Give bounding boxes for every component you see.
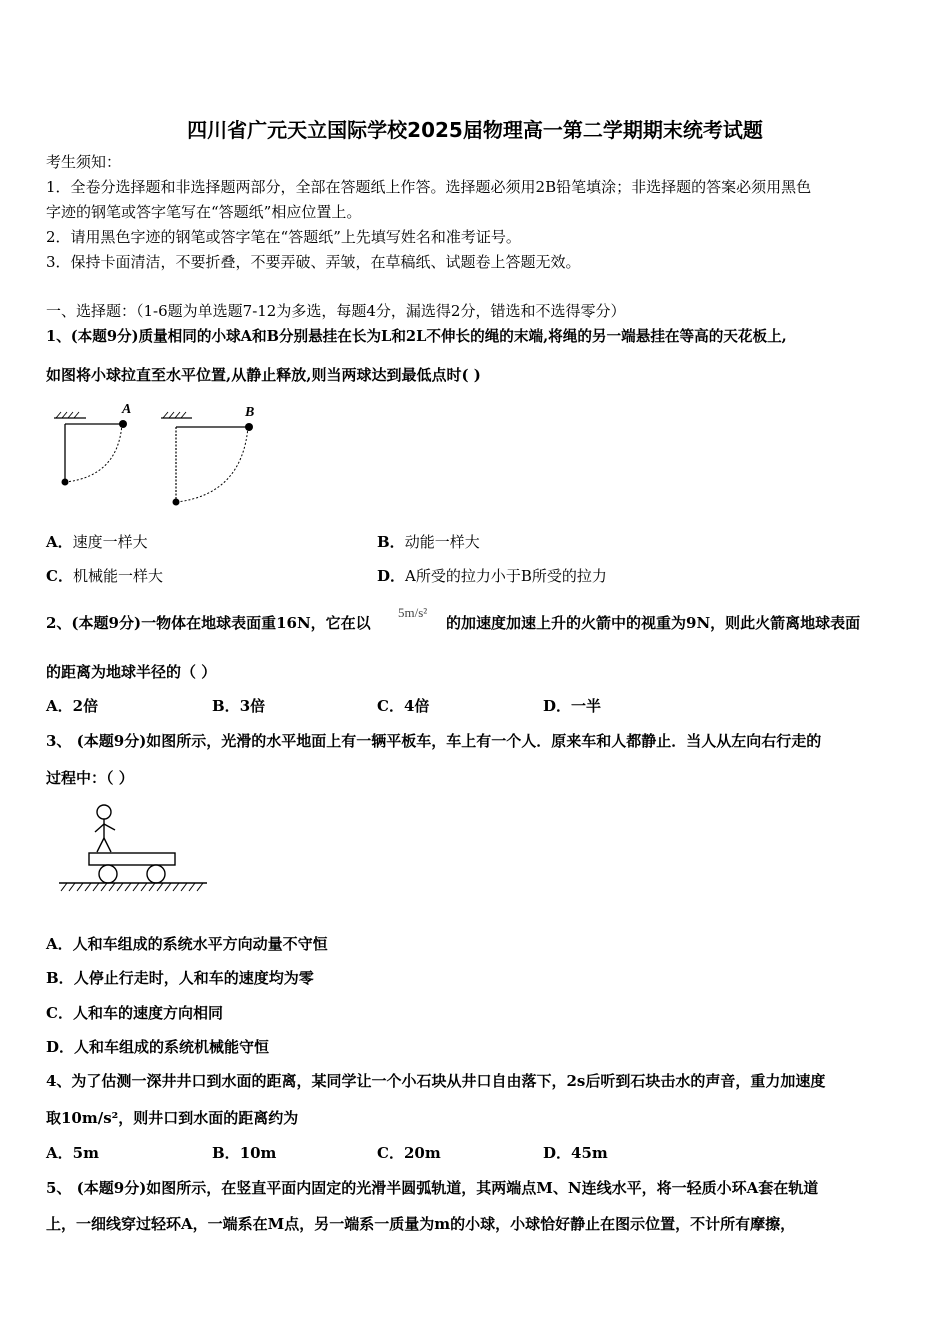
q4-option-d[interactable]: D．45m bbox=[543, 1144, 608, 1162]
ball-b bbox=[245, 423, 253, 431]
q1-stem-line1: 1、(本题9分)质量相同的小球A和B分别悬挂在长为L和2L不伸长的绳的末端,将绳的另一端悬挂在等高的天花板上, bbox=[46, 328, 787, 345]
q3-option-a[interactable]: A．人和车组成的系统水平方向动量不守恒 bbox=[46, 935, 328, 953]
section-heading: 一、选择题：（1-6题为单选题7-12为多选，每题4分，漏选得2分，错选和不选得零分） bbox=[46, 302, 626, 320]
q4-option-b[interactable]: B．10m bbox=[212, 1144, 277, 1162]
q5-stem-line1: 5、 (本题9分)如图所示，在竖直平面内固定的光滑半圆弧轨道，其两端点M、N连线水平，将一轻质小环A套在轨道 bbox=[46, 1179, 819, 1197]
q1-option-d[interactable]: D．A所受的拉力小于B所受的拉力 bbox=[377, 567, 607, 585]
q4-stem-line1: 4、为了估测一深井井口到水面的距离，某同学让一个小石块从井口自由落下，2s后听到石块击水的声音，重力加速度 bbox=[46, 1072, 826, 1090]
q3-option-d[interactable]: D．人和车组成的系统机械能守恒 bbox=[46, 1038, 270, 1056]
q3-cart-figure bbox=[55, 800, 215, 896]
label-a: A bbox=[122, 402, 132, 417]
q3-option-b[interactable]: B．人停止行走时，人和车的速度均为零 bbox=[46, 969, 314, 987]
notice-heading: 考生须知： bbox=[46, 153, 122, 171]
notice-item: 1．全卷分选择题和非选择题两部分，全部在答题纸上作答。选择题必须用2B铅笔填涂；非选择题的答案必须用黑色 bbox=[46, 178, 812, 196]
q1-option-b[interactable]: B．动能一样大 bbox=[377, 533, 480, 551]
q2-option-a[interactable]: A．2倍 bbox=[46, 697, 99, 715]
notice-item: 字迹的钢笔或答字笔写在“答题纸”相应位置上。 bbox=[46, 203, 362, 221]
q3-stem-line2: 过程中：（ ） bbox=[46, 769, 134, 787]
q1-option-c[interactable]: C．机械能一样大 bbox=[46, 567, 163, 585]
label-b: B bbox=[245, 405, 255, 420]
q1-option-a[interactable]: A．速度一样大 bbox=[46, 533, 148, 551]
q2-stem-line1b: 的加速度加速上升的火箭中的视重为9N，则此火箭离地球表面 bbox=[446, 614, 861, 632]
q2-option-b[interactable]: B．3倍 bbox=[212, 697, 266, 715]
ball-a bbox=[119, 420, 127, 428]
q4-option-a[interactable]: A．5m bbox=[46, 1144, 99, 1162]
q2-stem-line2: 的距离为地球半径的（ ） bbox=[46, 663, 217, 681]
q3-stem-line1: 3、 (本题9分)如图所示，光滑的水平地面上有一辆平板车，车上有一个人．原来车和人都静止．当人从左向右行走的 bbox=[46, 732, 822, 750]
q4-option-c[interactable]: C．20m bbox=[377, 1144, 441, 1162]
q4-stem-line2: 取10m/s²，则井口到水面的距离约为 bbox=[46, 1109, 299, 1127]
q3-option-c[interactable]: C．人和车的速度方向相同 bbox=[46, 1004, 223, 1022]
q2-option-c[interactable]: C．4倍 bbox=[377, 697, 430, 715]
q2-stem-line1a: 2、(本题9分)一物体在地球表面重16N，它在以 bbox=[46, 614, 371, 632]
q1-pendulum-figure bbox=[46, 398, 276, 516]
page-title: 四川省广元天立国际学校2025届物理高一第二学期期末统考试题 bbox=[187, 118, 763, 142]
q1-stem-line2: 如图将小球拉直至水平位置,从静止释放,则当两球达到最低点时( ) bbox=[46, 366, 481, 384]
notice-item: 3．保持卡面清洁，不要折叠，不要弄破、弄皱，在草稿纸、试题卷上答题无效。 bbox=[46, 253, 581, 271]
q5-stem-line2: 上，一细线穿过轻环A，一端系在M点，另一端系一质量为m的小球，小球恰好静止在图示位置，不计所有摩擦， bbox=[46, 1215, 796, 1233]
q2-option-d[interactable]: D．一半 bbox=[543, 697, 602, 715]
notice-item: 2．请用黑色字迹的钢笔或答字笔在“答题纸”上先填写姓名和准考证号。 bbox=[46, 228, 521, 246]
q2-acceleration: 5m/s² bbox=[398, 605, 428, 620]
